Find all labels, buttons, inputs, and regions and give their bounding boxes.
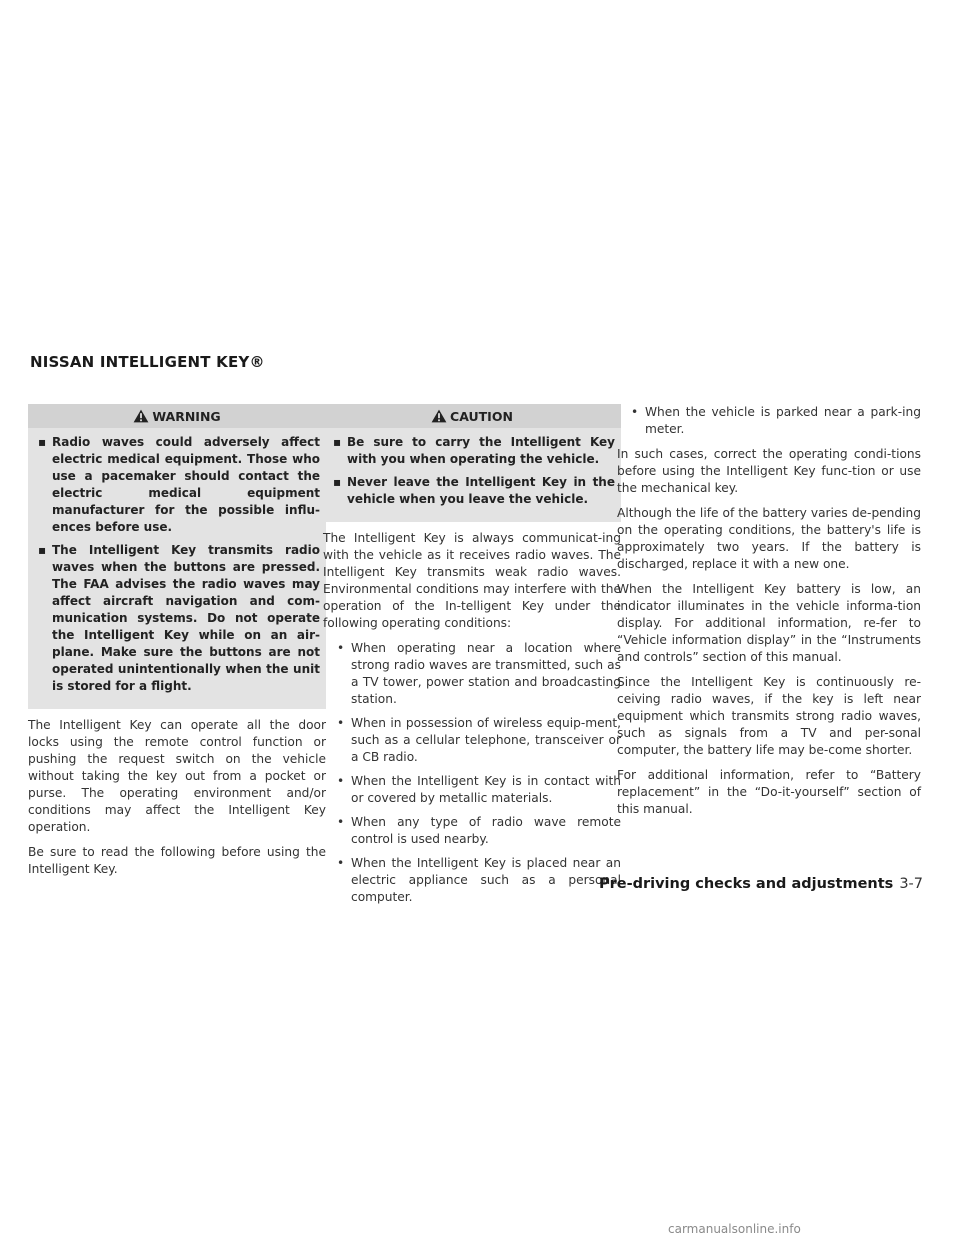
caution-header <box>323 404 621 428</box>
watermark: carmanualsonline.info <box>668 1222 801 1236</box>
warning-label: WARNING <box>152 408 221 424</box>
body-paragraph: In such cases, correct the operating condi-tions before using the Intelligent Key func-tion or use the mechanical key. <box>617 447 921 495</box>
conditions-list-continued <box>617 404 921 438</box>
conditions-list <box>323 640 621 906</box>
condition-item: • When the Intelligent Key is placed near an electric appliance such as a personal computer. <box>337 855 621 906</box>
caution-triangle-icon <box>431 409 447 423</box>
condition-item: • When the Intelligent Key is in contact with or covered by metallic materials. <box>337 773 621 807</box>
warning-item: ▪ The Intelligent Key transmits radio waves when the buttons are pressed. The FAA advises the radio waves may affect aircraft navigation and com-munication systems. Do not operate the Intelligent Key while on an air-plane. Make sure the buttons are not operated unintentionally when the unit is stored for a flight. <box>38 542 320 695</box>
body-paragraph: Since the Intelligent Key is continuously re-ceiving radio waves, if the key is left near equipment which transmits strong radio waves, such as signals from a TV and per-sonal computer, the battery life may be-come shorter. <box>617 675 921 757</box>
page-footer <box>599 876 923 892</box>
chapter-title: Pre-driving checks and adjustments <box>598 876 894 892</box>
condition-item: • When any type of radio wave remote control is used nearby. <box>337 814 621 848</box>
warning-item: ▪ Radio waves could adversely affect electric medical equipment. Those who use a pacemaker should contact the electric medical equipment manufacturer for the possible influ-ences before use. <box>38 434 320 536</box>
body-paragraph: Although the life of the battery varies de-pending on the operating conditions, the battery's life is approximately two years. If the battery is discharged, replace it with a new one. <box>617 506 921 571</box>
warning-header <box>28 404 326 428</box>
body-paragraph: For additional information, refer to “Battery replacement” in the “Do-it-yourself” section of this manual. <box>617 768 921 816</box>
intro-paragraph: The Intelligent Key can operate all the door locks using the remote control function or pushing the request switch on the vehicle without taking the key out from a pocket or purse. The operating environment and/or conditions may affect the Intelligent Key operation. <box>28 718 326 834</box>
warning-list <box>28 428 326 695</box>
column-2 <box>323 404 621 914</box>
section-title: NISSAN INTELLIGENT KEY® <box>30 353 265 371</box>
body-paragraph: When the Intelligent Key battery is low, an indicator illuminates in the vehicle informa-tion display. For additional information, re-fer to “Vehicle information display” in the “Instruments and controls” section of this manual. <box>617 582 921 664</box>
condition-item: • When operating near a location where strong radio waves are transmitted, such as a TV tower, power station and broadcasting station. <box>337 640 621 708</box>
intro-paragraph: Be sure to read the following before using the Intelligent Key. <box>28 845 326 876</box>
condition-item: • When in possession of wireless equip-ment, such as a cellular telephone, transceiver or a CB radio. <box>337 715 621 766</box>
communication-paragraph: The Intelligent Key is always communicat-ing with the vehicle as it receives radio waves. The Intelligent Key transmits weak radio waves. Environmental conditions may interfere with the operation of the In-telligent Key under the following operating conditions: <box>323 531 621 630</box>
caution-item: ▪ Be sure to carry the Intelligent Key with you when operating the vehicle. <box>333 434 615 468</box>
page-number: 3-7 <box>899 876 923 892</box>
caution-item: ▪ Never leave the Intelligent Key in the vehicle when you leave the vehicle. <box>333 474 615 508</box>
column-1 <box>28 404 326 886</box>
warning-box <box>28 404 326 709</box>
warning-triangle-icon <box>133 409 149 423</box>
column-3 <box>617 404 921 826</box>
condition-item: • When the vehicle is parked near a park-ing meter. <box>631 404 921 438</box>
caution-box <box>323 404 621 522</box>
caution-label: CAUTION <box>450 408 513 424</box>
caution-list <box>323 428 621 508</box>
